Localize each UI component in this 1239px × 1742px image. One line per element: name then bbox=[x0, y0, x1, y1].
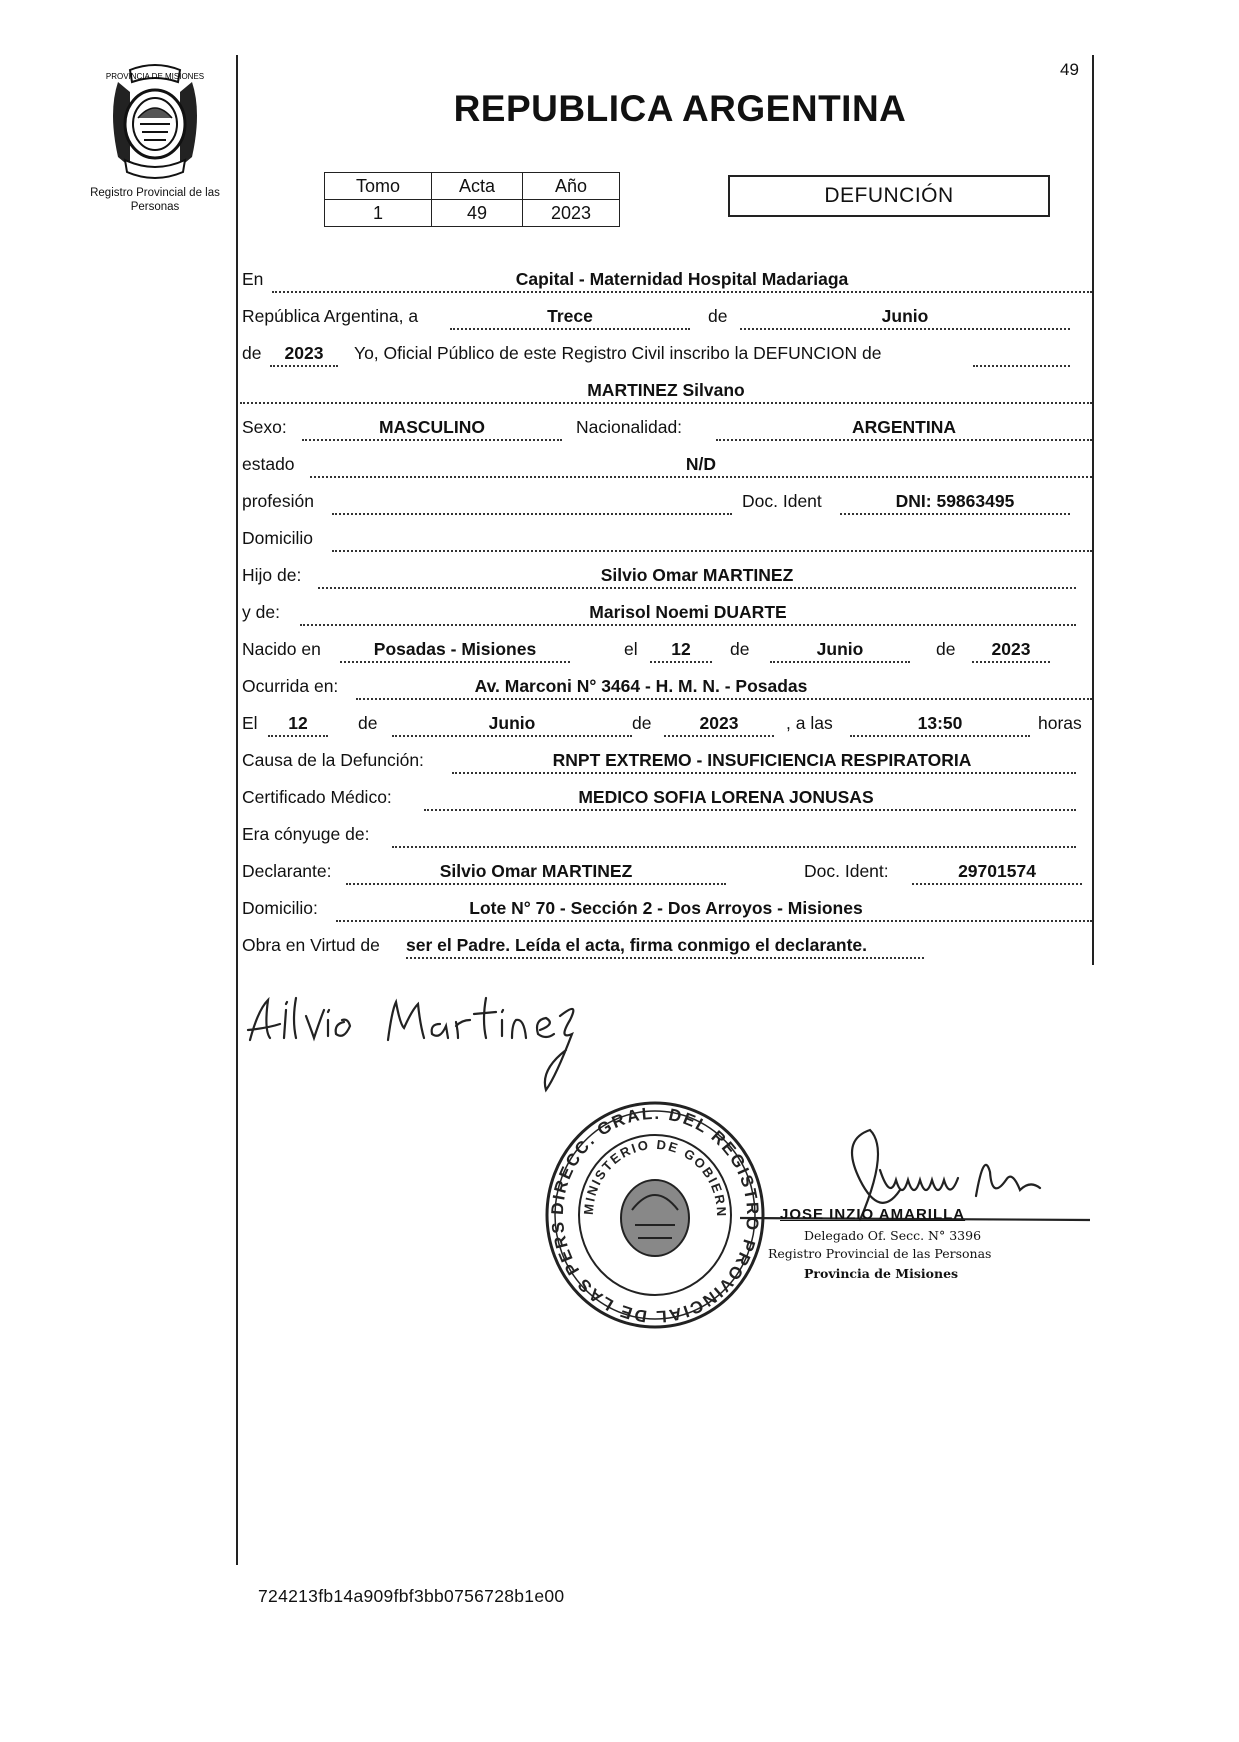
label-de: de bbox=[708, 306, 728, 326]
row-domicilio-declarante bbox=[240, 893, 1092, 925]
row-nacido bbox=[240, 634, 1092, 666]
row-fecha bbox=[240, 301, 1092, 333]
right-margin-line bbox=[1092, 55, 1094, 965]
anio-value: 2023 bbox=[523, 200, 620, 227]
value-doctor: MEDICO SOFIA LORENA JONUSAS bbox=[578, 787, 874, 807]
label-domicilio: Domicilio: bbox=[242, 898, 318, 918]
label-el: El bbox=[242, 713, 258, 733]
province-coat-of-arms-logo bbox=[100, 62, 210, 180]
value-declarant: Silvio Omar MARTINEZ bbox=[439, 861, 633, 881]
row-profesion bbox=[240, 486, 1092, 518]
value-father: Silvio Omar MARTINEZ bbox=[600, 565, 794, 585]
record-number-table bbox=[324, 172, 620, 227]
value-year: 2023 bbox=[284, 343, 324, 363]
label-hijo-de: Hijo de: bbox=[242, 565, 302, 585]
svg-text:DIRECC. GRAL. DEL REGISTRO PRO: DIRECC. GRAL. DEL REGISTRO PROVINCIAL DE LAS PERS bbox=[547, 1103, 763, 1327]
value-day: Trece bbox=[547, 306, 593, 326]
label-a-las: , a las bbox=[786, 713, 833, 733]
row-declarante bbox=[240, 856, 1092, 888]
value-death-day: 12 bbox=[288, 713, 308, 733]
label-nacionalidad: Nacionalidad: bbox=[576, 417, 683, 437]
label-doc-ident: Doc. Ident: bbox=[804, 861, 889, 881]
label-y-de: y de: bbox=[242, 602, 280, 622]
value-birth-day: 12 bbox=[671, 639, 691, 659]
anio-header: Año bbox=[523, 173, 620, 200]
label-estado: estado bbox=[242, 454, 295, 474]
value-estado: N/D bbox=[685, 454, 717, 474]
acta-header: Acta bbox=[432, 173, 523, 200]
row-obra bbox=[240, 930, 1092, 962]
record-type-box: DEFUNCIÓN bbox=[728, 175, 1050, 217]
official-role: Delegado Of. Secc. N° 3396 bbox=[804, 1228, 982, 1243]
official-province: Provincia de Misiones bbox=[804, 1266, 959, 1281]
label-horas: horas bbox=[1038, 713, 1082, 733]
value-place: Capital - Maternidad Hospital Madariaga bbox=[515, 269, 849, 289]
row-estado bbox=[240, 449, 1092, 481]
row-el bbox=[240, 708, 1092, 740]
value-death-time: 13:50 bbox=[917, 713, 963, 733]
label-causa: Causa de la Defunción: bbox=[242, 750, 424, 770]
official-institution: Registro Provincial de las Personas bbox=[768, 1246, 992, 1261]
svg-text:MINISTERIO DE GOBIERNO: MINISTERIO DE GOBIERN bbox=[580, 1136, 730, 1219]
tomo-header: Tomo bbox=[325, 173, 432, 200]
field-line bbox=[973, 337, 1070, 367]
label-inscribo: Yo, Oficial Público de este Registro Civil inscribo la DEFUNCION de bbox=[354, 343, 882, 363]
label-republica: República Argentina, a bbox=[242, 306, 419, 326]
label-nacido-en: Nacido en bbox=[242, 639, 321, 659]
svg-text:PROVINCIA DE MISIONES: PROVINCIA DE MISIONES bbox=[105, 72, 205, 81]
value-declarant-doc: 29701574 bbox=[958, 861, 1036, 881]
label-domicilio: Domicilio bbox=[242, 528, 313, 548]
value-deceased-name: MARTINEZ Silvano bbox=[587, 380, 745, 400]
value-birth-year: 2023 bbox=[991, 639, 1031, 659]
value-birth-month: Junio bbox=[816, 639, 864, 659]
label-certificado: Certificado Médico: bbox=[242, 787, 392, 807]
label-de: de bbox=[730, 639, 750, 659]
left-margin-line bbox=[236, 55, 238, 1565]
acta-value: 49 bbox=[432, 200, 523, 227]
field-line bbox=[392, 818, 1076, 848]
official-signature-block bbox=[740, 1150, 1090, 1350]
row-domicilio bbox=[240, 523, 1092, 555]
document-hash: 724213fb14a909fbf3bb0756728b1e00 bbox=[258, 1586, 565, 1606]
row-causa bbox=[240, 745, 1092, 777]
value-cause: RNPT EXTREMO - INSUFICIENCIA RESPIRATORIA bbox=[552, 750, 972, 770]
official-name: JOSE INZIO AMARILLA bbox=[780, 1206, 966, 1223]
field-line bbox=[332, 485, 732, 515]
value-dni: DNI: 59863495 bbox=[895, 491, 1015, 511]
row-sexo bbox=[240, 412, 1092, 444]
value-death-year: 2023 bbox=[699, 713, 739, 733]
value-death-month: Junio bbox=[488, 713, 536, 733]
tomo-value: 1 bbox=[325, 200, 432, 227]
label-doc-ident: Doc. Ident bbox=[742, 491, 822, 511]
official-seal-stamp bbox=[540, 1100, 770, 1335]
label-conyuge: Era cónyuge de: bbox=[242, 824, 370, 844]
label-en: En bbox=[242, 269, 264, 289]
logo-caption: Registro Provincial de las Personas bbox=[90, 187, 220, 213]
value-mother: Marisol Noemi DUARTE bbox=[589, 602, 787, 622]
value-month: Junio bbox=[881, 306, 929, 326]
value-obra: ser el Padre. Leída el acta, firma conmigo el declarante. bbox=[406, 935, 868, 955]
label-profesion: profesión bbox=[242, 491, 314, 511]
label-obra: Obra en Virtud de bbox=[242, 935, 380, 955]
label-de: de bbox=[632, 713, 652, 733]
label-de: de bbox=[936, 639, 956, 659]
row-conyuge bbox=[240, 819, 1092, 851]
label-el: el bbox=[624, 639, 638, 659]
document-title: REPUBLICA ARGENTINA bbox=[453, 88, 907, 129]
value-death-place: Av. Marconi N° 3464 - H. M. N. - Posadas bbox=[474, 676, 808, 696]
label-de: de bbox=[242, 343, 262, 363]
field-line bbox=[332, 522, 1092, 552]
label-ocurrida-en: Ocurrida en: bbox=[242, 676, 339, 696]
row-anio bbox=[240, 338, 1092, 370]
value-declarant-address: Lote N° 70 - Sección 2 - Dos Arroyos - Misiones bbox=[469, 898, 863, 918]
label-de: de bbox=[358, 713, 378, 733]
declarant-signature bbox=[240, 980, 640, 1105]
row-y-de bbox=[240, 597, 1092, 629]
row-ocurrida bbox=[240, 671, 1092, 703]
label-declarante: Declarante: bbox=[242, 861, 332, 881]
row-en bbox=[240, 264, 1092, 296]
page-number: 49 bbox=[1060, 60, 1079, 79]
row-nombre bbox=[240, 375, 1092, 407]
row-hijo bbox=[240, 560, 1092, 592]
value-nacionalidad: ARGENTINA bbox=[851, 417, 957, 437]
value-birth-place: Posadas - Misiones bbox=[373, 639, 537, 659]
value-sexo: MASCULINO bbox=[379, 417, 485, 437]
row-certificado bbox=[240, 782, 1092, 814]
label-sexo: Sexo: bbox=[242, 417, 287, 437]
